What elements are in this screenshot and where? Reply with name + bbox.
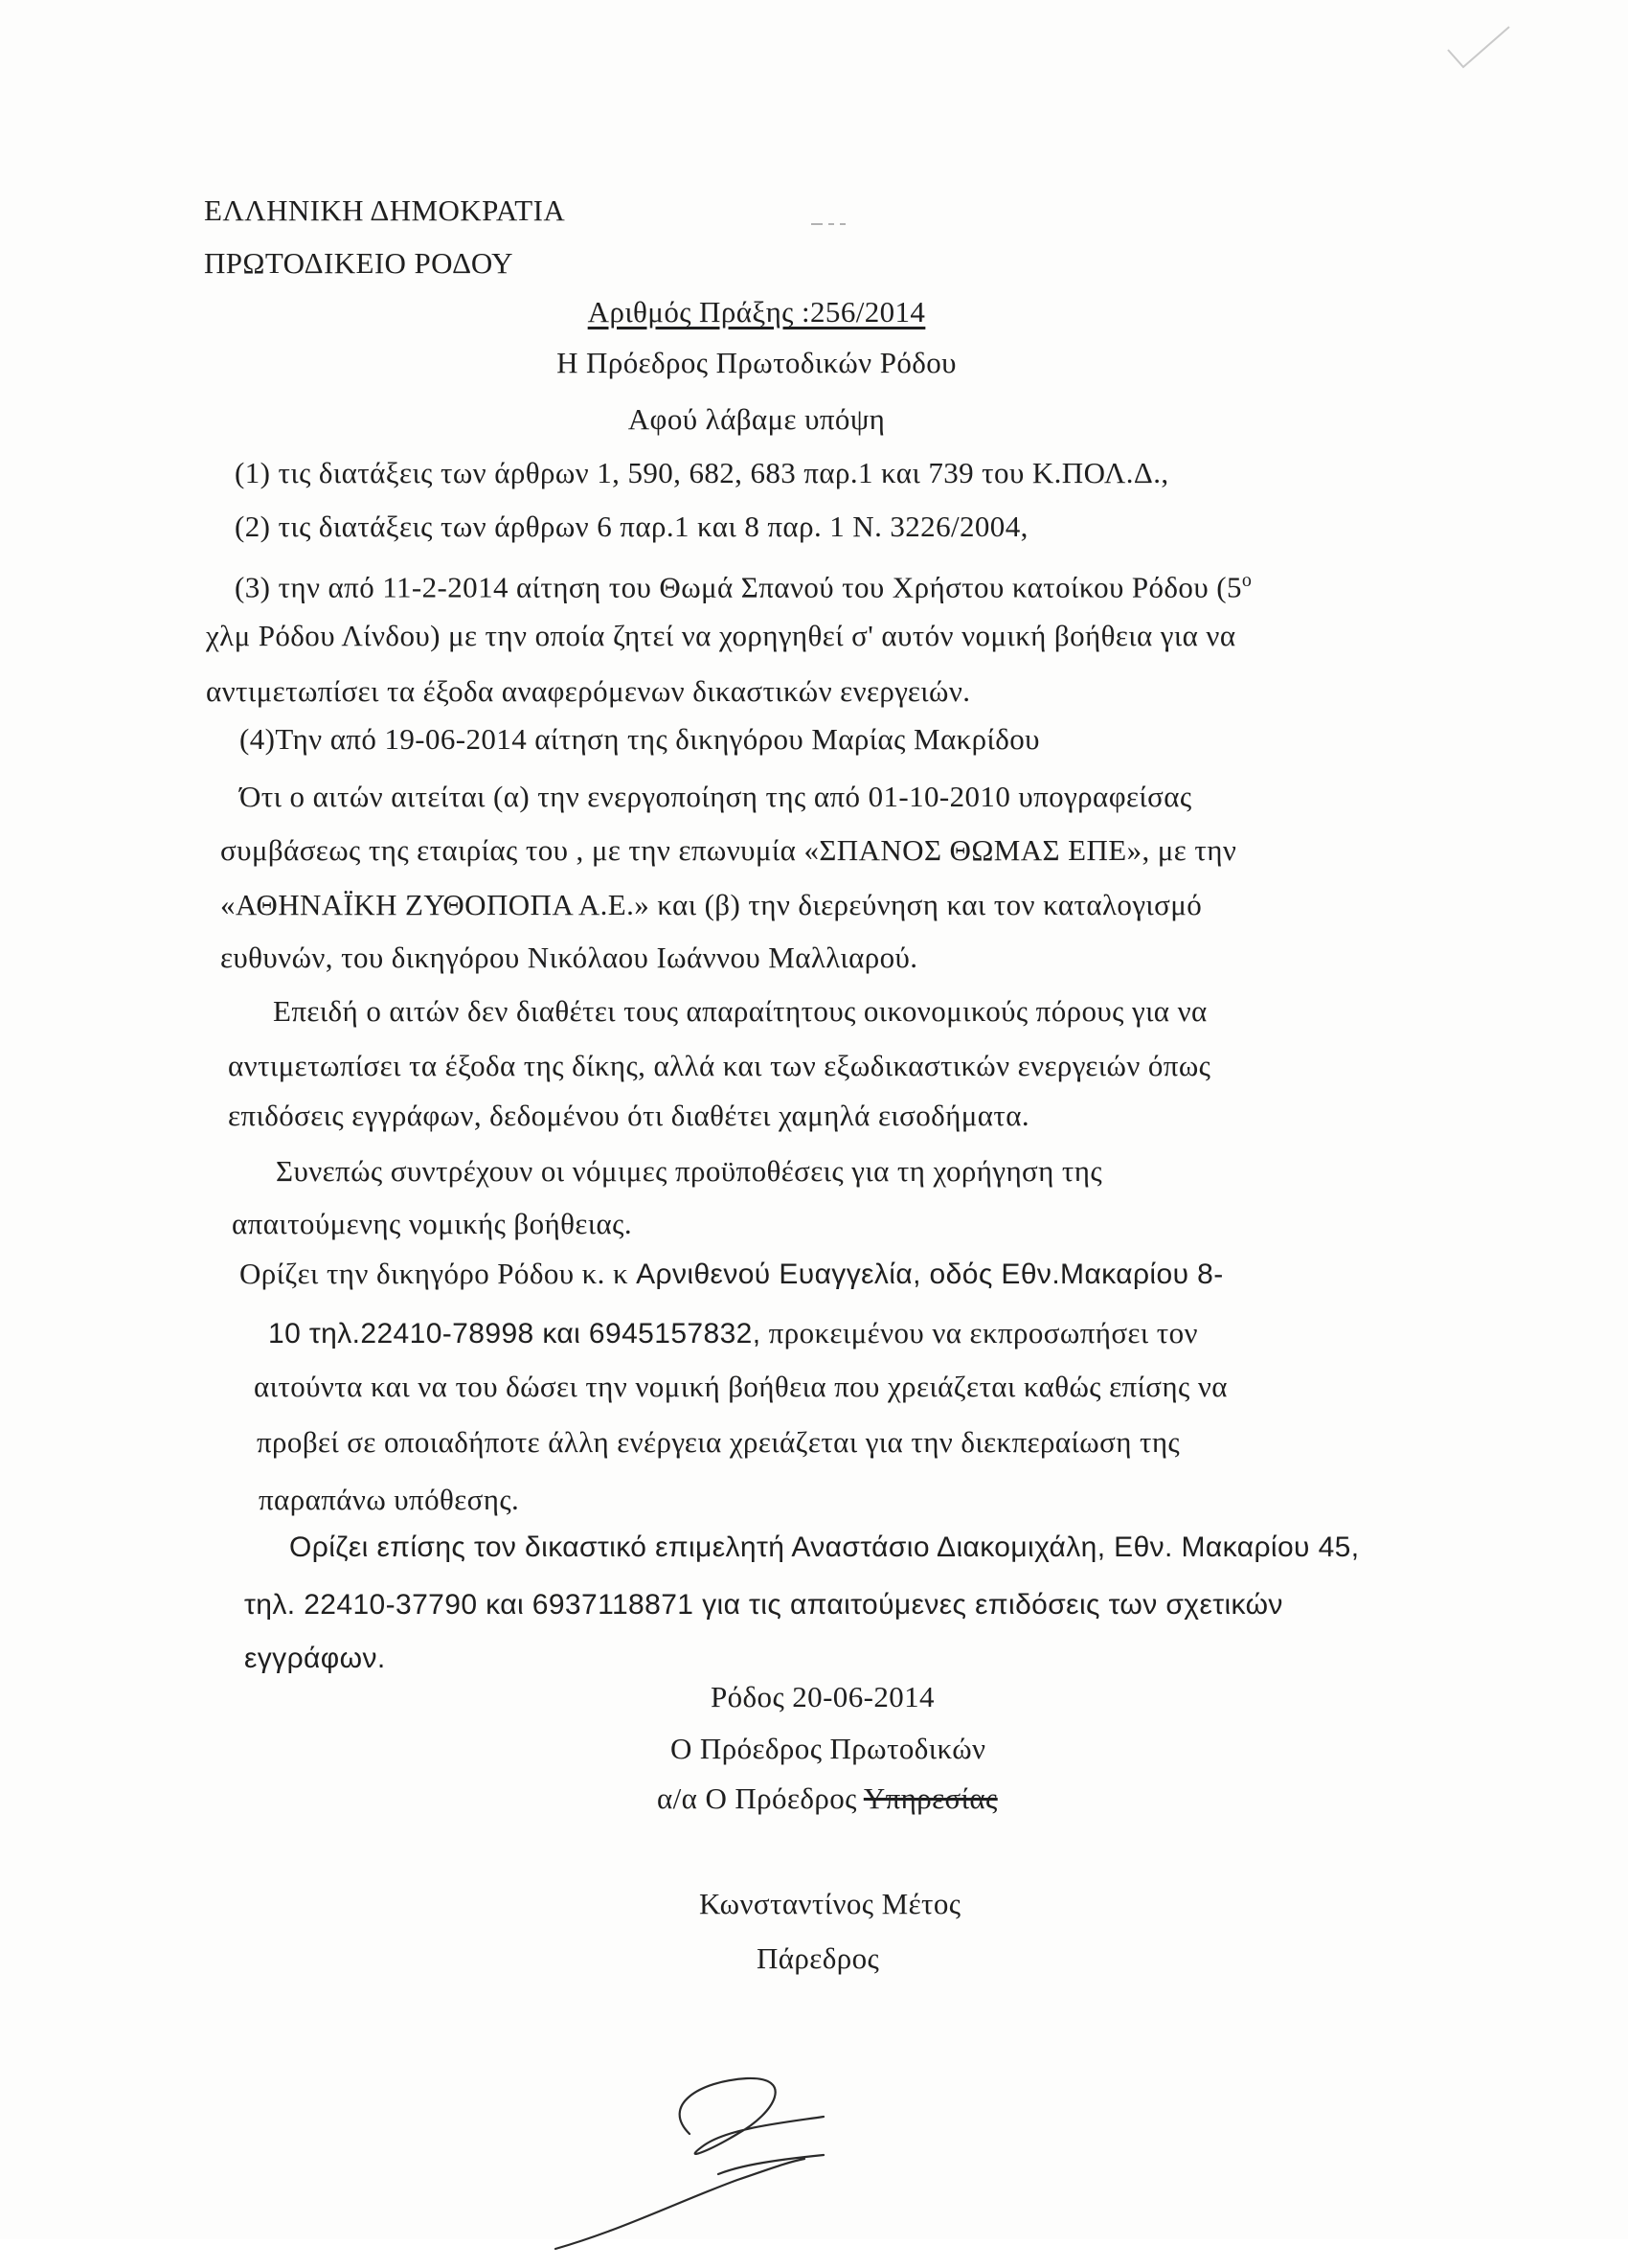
paragraph-2-line-3: επιδόσεις εγγράφων, δεδομένου ότι διαθέτει χαμηλά εισοδήματα. <box>228 1099 1030 1132</box>
signatory-title: Ο Πρόεδρος Πρωτοδικών <box>670 1732 986 1765</box>
paragraph-3-line-1: Συνεπώς συντρέχουν οι νόμιμες προϋποθέσεις για τη χορήγηση της <box>276 1154 1103 1188</box>
consideration-3-line-3: αντιμετωπίσει τα έξοδα αναφερόμενων δικαστικών ενεργειών. <box>206 674 971 708</box>
consideration-3-line-2: χλμ Ρόδου Λίνδου) με την οποία ζητεί να χορηγηθεί σ' αυτόν νομική βοήθεια για να <box>206 619 1236 652</box>
paragraph-1-line-3: «ΑΘΗΝΑΪΚΗ ΖΥΘΟΠΟΠΑ Α.Ε.» και (β) την διερεύνηση και τον καταλογισμό <box>220 888 1203 921</box>
handwritten-signature <box>546 2067 1044 2268</box>
struck-word: Υπηρεσίας <box>863 1781 998 1815</box>
act-issuer: Η Πρόεδρος Πρωτοδικών Ρόδου <box>556 346 957 379</box>
header-court: ΠΡΩΤΟΔΙΚΕΙΟ ΡΟΔΟΥ <box>204 246 513 280</box>
signatory-role: Πάρεδρος <box>757 1941 880 1975</box>
paragraph-4-line-5: παραπάνω υπόθεσης. <box>259 1483 520 1516</box>
on-behalf-text: α/α Ο Πρόεδρος <box>657 1781 864 1815</box>
paragraph-4-line-4: προβεί σε οποιαδήποτε άλλη ενέργεια χρειάζεται για την διεκπεραίωση της <box>257 1425 1181 1459</box>
paragraph-2-line-2: αντιμετωπίσει τα έξοδα της δίκης, αλλά και των εξωδικαστικών ενεργειών όπως <box>228 1049 1211 1082</box>
paragraph-3-line-2: απαιτούμενης νομικής βοήθειας. <box>232 1207 632 1240</box>
lawyer-phones: 10 τηλ.22410-78998 και 6945157832, <box>268 1318 761 1349</box>
paragraph-4-line-2 <box>268 1314 1198 1353</box>
consideration-4: (4)Την από 19-06-2014 αίτηση της δικηγόρου Μαρίας Μακρίδου <box>239 722 1040 756</box>
paragraph-4-line-2-end: προκειμένου να εκπροσωπήσει τον <box>760 1316 1198 1349</box>
on-behalf-line <box>657 1780 998 1818</box>
paragraph-2-line-1: Επειδή ο αιτών δεν διαθέτει τους απαραίτητους οικονομικούς πόρους για να <box>273 994 1208 1028</box>
act-considering: Αφού λάβαμε υπόψη <box>627 402 886 436</box>
act-number: Αριθμός Πράξης :256/2014 <box>587 295 926 329</box>
consideration-3-line-1 <box>235 561 1252 606</box>
paragraph-4-line-1 <box>239 1255 1224 1294</box>
paragraph-1-line-2: συμβάσεως της εταιρίας του , με την επωνυμία «ΣΠΑΝΟΣ ΘΩΜΑΣ ΕΠΕ», με την <box>220 833 1237 867</box>
scan-dash-mark <box>809 220 848 228</box>
consideration-2: (2) τις διατάξεις των άρθρων 6 παρ.1 και 8 παρ. 1 Ν. 3226/2004, <box>235 510 1029 543</box>
paragraph-4-line-1-start: Ορίζει την δικηγόρο Ρόδου κ. κ <box>239 1257 637 1290</box>
paragraph-5-line-2: τηλ. 22410-37790 και 6937118871 για τις απαιτούμενες επιδόσεις των σχετικών <box>244 1589 1283 1621</box>
consideration-1: (1) τις διατάξεις των άρθρων 1, 590, 682, 683 παρ.1 και 739 του Κ.ΠΟΛ.Δ., <box>235 456 1169 489</box>
paragraph-1-line-1: Ότι ο αιτών αιτείται (α) την ενεργοποίηση της από 01-10-2010 υπογραφείσας <box>239 780 1192 813</box>
pen-tick-mark <box>1444 21 1513 79</box>
consideration-3-text: (3) την από 11-2-2014 αίτηση του Θωμά Σπανού του Χρήστου κατοίκου Ρόδου (5 <box>235 570 1242 604</box>
signatory-name: Κωνσταντίνος Μέτος <box>699 1887 961 1920</box>
paragraph-1-line-4: ευθυνών, του δικηγόρου Νικόλαου Ιωάννου Μαλλιαρού. <box>220 941 918 974</box>
header-country: ΕΛΛΗΝΙΚΗ ΔΗΜΟΚΡΑΤΙΑ <box>204 193 566 227</box>
paragraph-4-line-3: αιτούντα και να του δώσει την νομική βοήθεια που χρειάζεται καθώς επίσης να <box>254 1370 1228 1403</box>
superscript-degree: ο <box>1241 570 1253 591</box>
paragraph-5-line-1: Ορίζει επίσης τον δικαστικό επιμελητή Αναστάσιο Διακομιχάλη, Εθν. Μακαρίου 45, <box>289 1531 1360 1563</box>
paragraph-5-line-3: εγγράφων. <box>244 1643 386 1674</box>
place-date: Ρόδος 20-06-2014 <box>711 1680 935 1713</box>
lawyer-name-address: Αρνιθενού Ευαγγελία, οδός Εθν.Μακαρίου 8- <box>636 1259 1224 1290</box>
